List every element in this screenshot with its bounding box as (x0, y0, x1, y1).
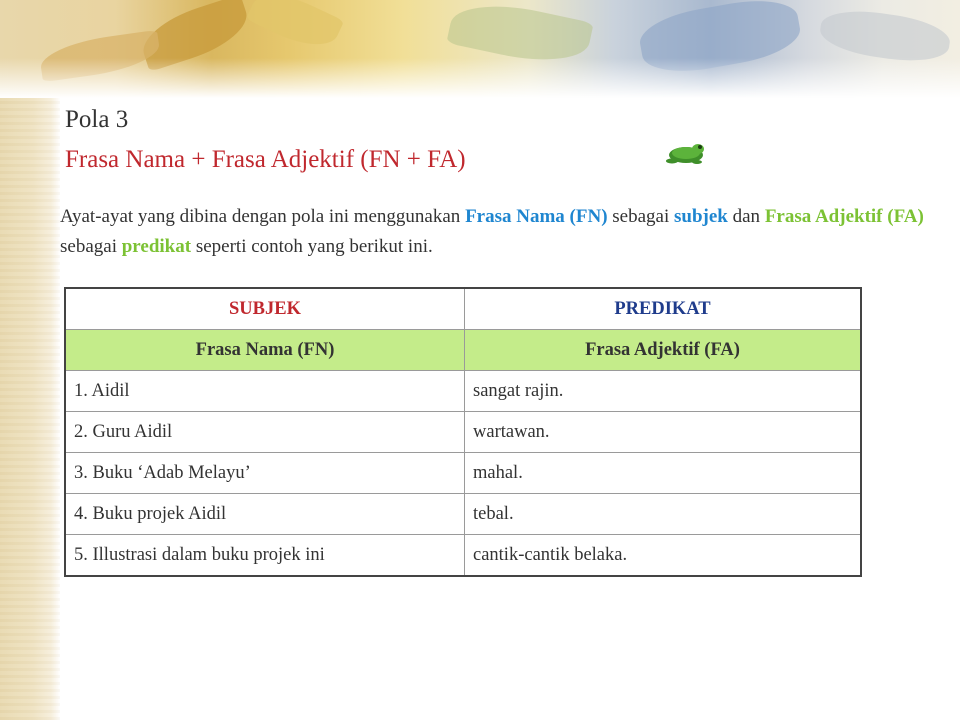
top-decorative-banner (0, 0, 960, 98)
subheader-fn: Frasa Nama (FN) (65, 330, 465, 371)
leaf-decoration (246, 0, 344, 57)
intro-paragraph (60, 202, 950, 262)
table-cell-predikat: cantik-cantik belaka. (465, 535, 862, 577)
header-predikat: PREDIKAT (465, 288, 862, 330)
header-subjek: SUBJEK (65, 288, 465, 330)
table-row (65, 535, 861, 577)
intro-term-predikat: predikat (121, 236, 192, 257)
slide-title: Pola 3 (65, 106, 129, 133)
leaf-decoration (818, 5, 953, 67)
table-row (65, 412, 861, 453)
pattern-table (64, 287, 862, 577)
table-header-row (65, 288, 861, 330)
table-subheader-row (65, 330, 861, 371)
frog-icon (664, 140, 708, 166)
left-decorative-strip (0, 0, 60, 720)
intro-text: seperti contoh yang berikut ini. (191, 236, 433, 257)
leaf-decoration (446, 0, 593, 72)
table-cell-predikat: mahal. (465, 453, 862, 494)
leaf-decoration (636, 0, 804, 79)
intro-term-fn: Frasa Nama (FN) (465, 206, 608, 227)
table-row (65, 494, 861, 535)
table-row (65, 453, 861, 494)
intro-text: Ayat-ayat yang dibina dengan pola ini menggunakan (60, 206, 466, 227)
table-cell-subjek: 5. Illustrasi dalam buku projek ini (65, 535, 465, 577)
table-cell-subjek: 2. Guru Aidil (65, 412, 465, 453)
table-row (65, 371, 861, 412)
intro-text: sebagai (607, 206, 675, 227)
intro-text: sebagai (60, 236, 122, 257)
table-cell-subjek: 3. Buku ‘Adab Melayu’ (65, 453, 465, 494)
slide-subtitle: Frasa Nama + Frasa Adjektif (FN + FA) (65, 146, 466, 173)
table-cell-subjek: 1. Aidil (65, 371, 465, 412)
table-cell-predikat: sangat rajin. (465, 371, 862, 412)
intro-term-subjek: subjek (674, 206, 728, 227)
leaf-decoration (38, 30, 162, 82)
table-cell-predikat: tebal. (465, 494, 862, 535)
table-cell-subjek: 4. Buku projek Aidil (65, 494, 465, 535)
subheader-fa: Frasa Adjektif (FA) (465, 330, 862, 371)
intro-term-fa: Frasa Adjektif (FA) (764, 206, 924, 227)
table-cell-predikat: wartawan. (465, 412, 862, 453)
intro-text: dan (727, 206, 765, 227)
